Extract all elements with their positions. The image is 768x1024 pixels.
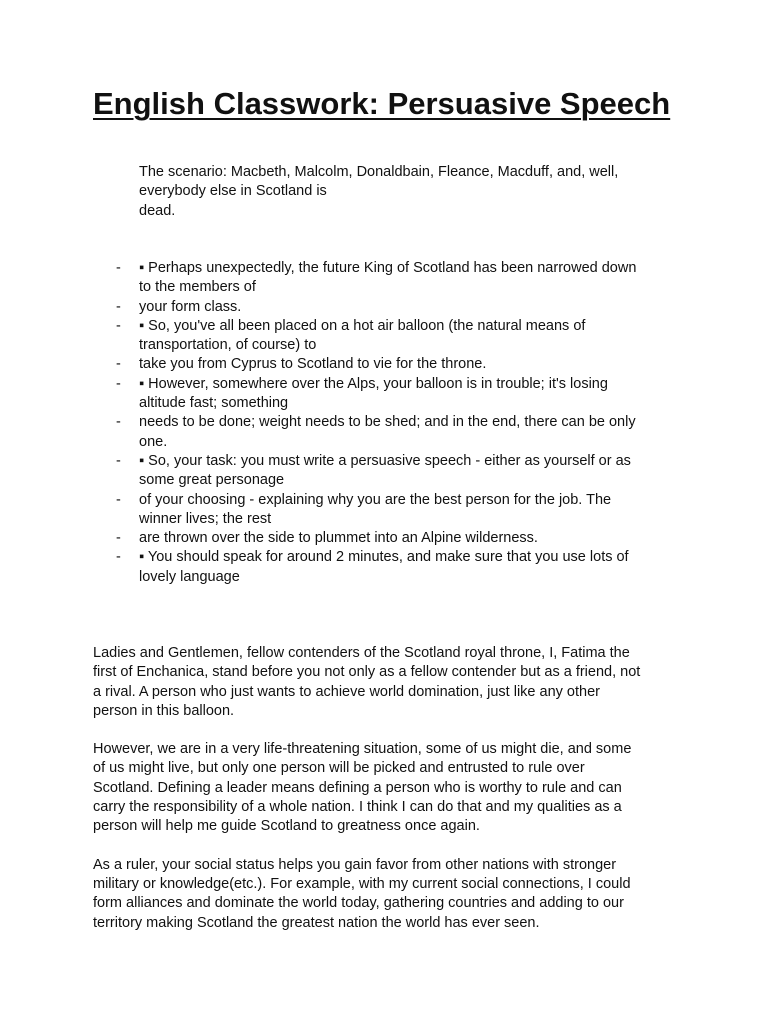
bullet-list bbox=[116, 259, 686, 587]
bullet-dash-marker: - bbox=[116, 260, 121, 276]
scenario-line: dead. bbox=[139, 202, 176, 219]
bullet-text bbox=[139, 529, 686, 548]
scenario-block bbox=[139, 163, 679, 221]
document-title: English Classwork: Persuasive Speech bbox=[93, 86, 671, 121]
bullet-text-line: needs to be done; weight needs to be shed; and in the end, there can be only bbox=[139, 414, 636, 431]
bullet-item bbox=[116, 413, 686, 452]
bullet-dash-marker: - bbox=[116, 317, 121, 334]
speech-line: territory making Scotland the greatest nation the world has ever seen. bbox=[93, 914, 540, 931]
bullet-item bbox=[116, 355, 686, 374]
speech-paragraph bbox=[93, 856, 683, 933]
speech-line: Ladies and Gentlemen, fellow contenders of the Scotland royal throne, I, Fatima the bbox=[93, 645, 630, 661]
speech-body bbox=[93, 644, 683, 952]
bullet-text-line: are thrown over the side to plummet into an Alpine wilderness. bbox=[139, 530, 538, 547]
bullet-text bbox=[139, 548, 686, 587]
bullet-text-line: ▪ Perhaps unexpectedly, the future King of Scotland has been narrowed down bbox=[139, 260, 637, 276]
bullet-text-line: one. bbox=[139, 433, 168, 450]
bullet-text-line: ▪ You should speak for around 2 minutes, and make sure that you use lots of bbox=[139, 549, 629, 566]
speech-line: As a ruler, your social status helps you gain favor from other nations with stronger bbox=[93, 856, 617, 873]
bullet-text-line: some great personage bbox=[139, 472, 285, 489]
bullet-text-line: your form class. bbox=[139, 298, 242, 315]
scenario-line: The scenario: Macbeth, Malcolm, Donaldbain, Fleance, Macduff, and, well, bbox=[139, 164, 619, 180]
bullet-text-line: altitude fast; something bbox=[139, 395, 289, 412]
bullet-item bbox=[116, 548, 686, 587]
bullet-text bbox=[139, 355, 686, 374]
bullet-dash-marker: - bbox=[116, 414, 121, 431]
speech-line: person in this balloon. bbox=[93, 702, 235, 719]
bullet-dash-marker: - bbox=[116, 375, 121, 392]
bullet-item bbox=[116, 298, 686, 317]
bullet-text bbox=[139, 259, 686, 298]
speech-line: first of Enchanica, stand before you not only as a fellow contender but as a friend, not bbox=[93, 664, 641, 681]
speech-line: However, we are in a very life-threatening situation, some of us might die, and some bbox=[93, 741, 632, 758]
bullet-text bbox=[139, 491, 686, 530]
bullet-text-line: transportation, of course) to bbox=[139, 337, 317, 354]
bullet-text bbox=[139, 452, 686, 491]
bullet-item bbox=[116, 491, 686, 530]
bullet-text bbox=[139, 317, 686, 356]
speech-line: Scotland. Defining a leader means defining a person who is worthy to rule and can bbox=[93, 779, 622, 796]
bullet-text-line: winner lives; the rest bbox=[139, 510, 272, 527]
bullet-text-line: take you from Cyprus to Scotland to vie for the throne. bbox=[139, 356, 487, 373]
bullet-item bbox=[116, 259, 686, 298]
bullet-text bbox=[139, 413, 686, 452]
speech-paragraph bbox=[93, 740, 683, 836]
bullet-dash-marker: - bbox=[116, 452, 121, 469]
bullet-text bbox=[139, 375, 686, 414]
bullet-dash-marker: - bbox=[116, 298, 121, 315]
bullet-item bbox=[116, 317, 686, 356]
bullet-dash-marker: - bbox=[116, 530, 121, 547]
bullet-text-line: ▪ However, somewhere over the Alps, your balloon is in trouble; it's losing bbox=[139, 375, 608, 392]
bullet-text-line: to the members of bbox=[139, 279, 256, 296]
bullet-dash-marker: - bbox=[116, 549, 121, 566]
bullet-text bbox=[139, 298, 686, 317]
bullet-item bbox=[116, 529, 686, 548]
bullet-dash-marker: - bbox=[116, 491, 121, 508]
scenario-line: everybody else in Scotland is bbox=[139, 183, 327, 200]
speech-line: a rival. A person who just wants to achieve world domination, just like any other bbox=[93, 683, 600, 700]
bullet-item bbox=[116, 452, 686, 491]
speech-line: person will help me guide Scotland to greatness once again. bbox=[93, 818, 480, 835]
bullet-item bbox=[116, 375, 686, 414]
speech-line: of us might live, but only one person will be picked and entrusted to rule over bbox=[93, 760, 585, 777]
speech-line: carry the responsibility of a whole nation. I think I can do that and my qualities as a bbox=[93, 799, 622, 816]
bullet-dash-marker: - bbox=[116, 356, 121, 373]
speech-line: military or knowledge(etc.). For example, with my current social connections, I could bbox=[93, 875, 631, 892]
speech-line: form alliances and dominate the world today, gathering countries and adding to our bbox=[93, 895, 624, 912]
bullet-text-line: ▪ So, your task: you must write a persuasive speech - either as yourself or as bbox=[139, 452, 631, 469]
bullet-text-line: lovely language bbox=[139, 568, 240, 585]
bullet-text-line: of your choosing - explaining why you are the best person for the job. The bbox=[139, 491, 612, 508]
speech-paragraph bbox=[93, 644, 683, 721]
bullet-text-line: ▪ So, you've all been placed on a hot air balloon (the natural means of bbox=[139, 317, 586, 334]
